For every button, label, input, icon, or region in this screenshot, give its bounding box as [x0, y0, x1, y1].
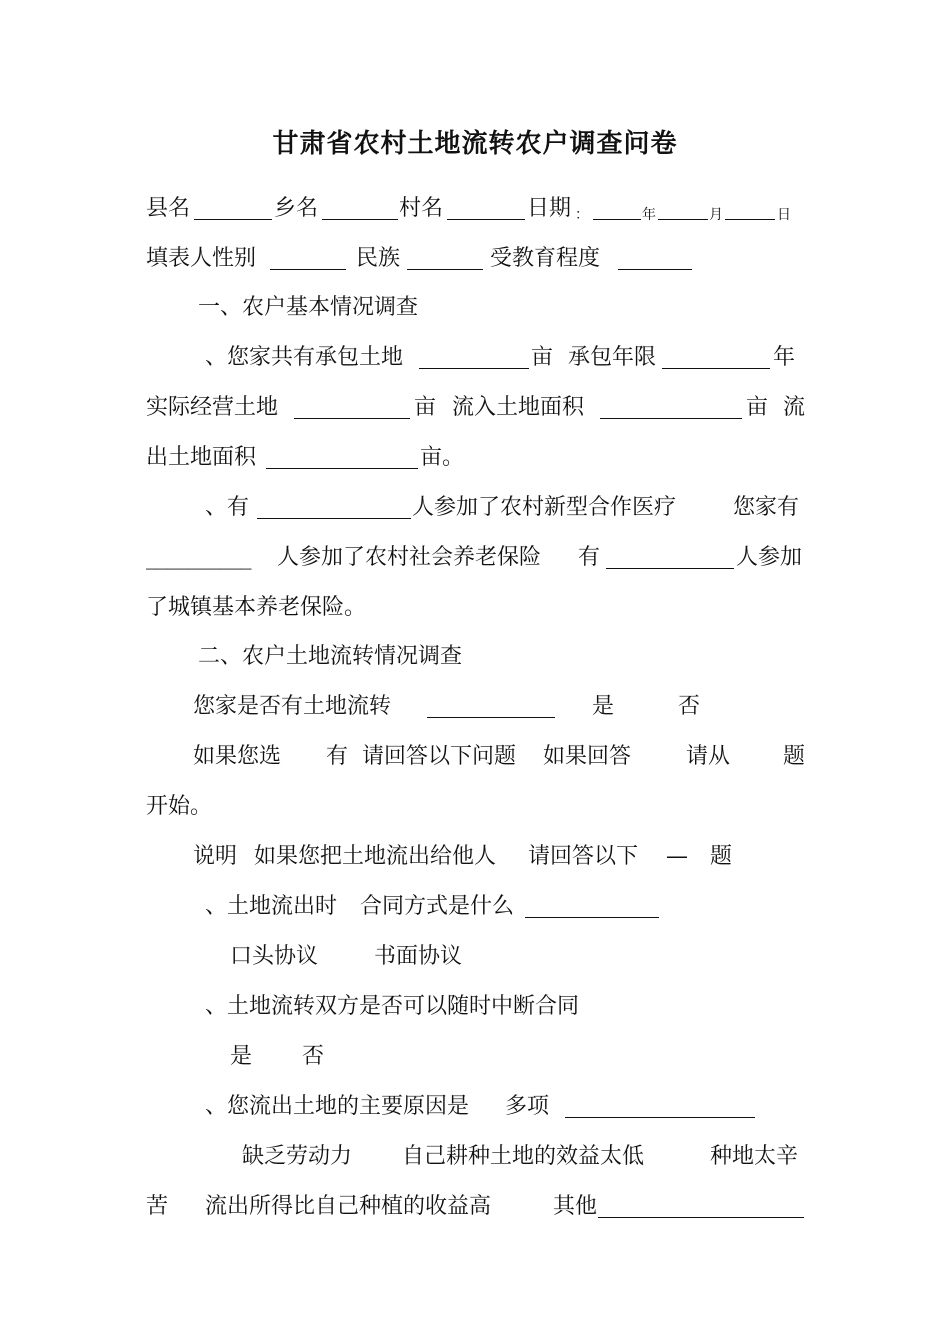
- day-label: 日: [777, 207, 791, 223]
- option-higher-transfer-income[interactable]: 流出所得比自己种植的收益高: [205, 1194, 492, 1219]
- q3-label: 、土地流出时: [205, 894, 338, 919]
- option-no[interactable]: 否: [678, 694, 701, 719]
- option-yes[interactable]: 是: [230, 1044, 253, 1069]
- q5-options-row-1: [0, 1140, 950, 1174]
- option-written-agreement[interactable]: 书面协议: [374, 944, 463, 969]
- q1-row-3: [0, 441, 950, 475]
- instruction-text: 开始。: [146, 794, 213, 819]
- operated-land-text: 实际经营土地: [146, 395, 279, 420]
- village-label: 村名: [399, 196, 444, 221]
- county-label: 县名: [146, 196, 191, 221]
- day-field[interactable]: [725, 219, 775, 220]
- inflow-land-text: 流入土地面积: [452, 395, 585, 420]
- multiple-choice-hint: 多项: [505, 1094, 550, 1119]
- have-text: 有: [578, 545, 601, 570]
- transfer-question-text: 您家是否有土地流转: [193, 694, 392, 719]
- rural-pension-text: 人参加了农村社会养老保险: [277, 545, 542, 570]
- location-date-row: [0, 192, 950, 226]
- note-text: 题: [710, 844, 733, 869]
- section2-heading: 二、农户土地流转情况调查: [198, 644, 463, 669]
- section1-heading: 一、农户基本情况调查: [198, 295, 419, 320]
- instruction-text: 如果您选: [193, 744, 282, 769]
- q2-text: 、有: [205, 495, 250, 520]
- note-row: [0, 840, 950, 874]
- note-text: 如果您把土地流出给他人: [254, 844, 497, 869]
- outflow-land-text: 出土地面积: [146, 445, 257, 470]
- q2-row-3: [0, 591, 950, 625]
- township-label: 乡名: [274, 196, 319, 221]
- option-no[interactable]: 否: [302, 1044, 325, 1069]
- your-family-text: 您家有: [733, 495, 800, 520]
- instruction-text: 请从: [686, 744, 731, 769]
- ethnicity-label: 民族: [356, 246, 401, 271]
- option-yes[interactable]: 是: [592, 694, 615, 719]
- other-reason-field[interactable]: [598, 1217, 804, 1218]
- pension-count-field[interactable]: __________: [146, 545, 251, 570]
- note-label: 说明: [193, 844, 238, 869]
- month-field[interactable]: [658, 219, 708, 220]
- q3-row: [0, 890, 950, 924]
- q2-row-2: [0, 541, 950, 575]
- education-field[interactable]: [618, 269, 692, 270]
- q2-row-1: [0, 491, 950, 525]
- q5-row: [0, 1090, 950, 1124]
- q3-text: 合同方式是什么: [360, 894, 515, 919]
- transfer-question-row: [0, 690, 950, 724]
- contract-term-text: 承包年限: [568, 345, 657, 370]
- option-farming-too-hard[interactable]: 种地太辛: [710, 1144, 799, 1169]
- gender-label: 填表人性别: [146, 246, 257, 271]
- urban-pension-text: 了城镇基本养老保险。: [146, 595, 367, 620]
- section1-row: [0, 291, 950, 325]
- respondent-info-row: [0, 242, 950, 276]
- instruction-row-2: [0, 790, 950, 824]
- q1-row-2: [0, 391, 950, 425]
- gender-field[interactable]: [270, 269, 346, 270]
- urban-pension-count-field[interactable]: [606, 568, 734, 569]
- outflow-land-field[interactable]: [266, 468, 418, 469]
- date-label: 日期: [527, 196, 572, 221]
- q4-row: [0, 990, 950, 1024]
- mu-unit: 亩。: [420, 445, 465, 470]
- contract-term-field[interactable]: [662, 368, 770, 369]
- instruction-text: 请回答以下问题: [362, 744, 517, 769]
- month-label: 月: [709, 207, 723, 223]
- medical-insurance-text: 人参加了农村新型合作医疗: [412, 495, 677, 520]
- page-title: 甘肃省农村土地流转农户调查问卷: [272, 129, 678, 159]
- medical-count-field[interactable]: [257, 518, 411, 519]
- inflow-land-field[interactable]: [600, 418, 742, 419]
- q4-options-row: [0, 1040, 950, 1074]
- q1-row-1: [0, 341, 950, 375]
- contract-land-field[interactable]: [419, 368, 529, 369]
- year-unit: 年: [773, 345, 796, 370]
- section2-row: [0, 640, 950, 674]
- instruction-text: 如果回答: [543, 744, 632, 769]
- option-other[interactable]: 其他: [553, 1194, 598, 1219]
- instruction-row-1: [0, 740, 950, 774]
- year-field[interactable]: [593, 219, 641, 220]
- participated-text: 人参加: [736, 545, 803, 570]
- option-lack-of-labor[interactable]: 缺乏劳动力: [242, 1144, 353, 1169]
- village-field[interactable]: [447, 219, 525, 220]
- reason-field[interactable]: [565, 1117, 755, 1118]
- ethnicity-field[interactable]: [407, 269, 483, 270]
- q5-label: 、您流出土地的主要原因是: [205, 1094, 470, 1119]
- mu-unit: 亩: [746, 395, 769, 420]
- operated-land-field[interactable]: [294, 418, 410, 419]
- option-farming-too-hard-cont[interactable]: 苦: [146, 1194, 169, 1219]
- q4-label: 、土地流转双方是否可以随时中断合同: [205, 994, 580, 1019]
- outflow-text-start: 流: [783, 395, 806, 420]
- q3-options-row: [0, 940, 950, 974]
- instruction-text: 有: [326, 744, 349, 769]
- mu-unit: 亩: [531, 345, 554, 370]
- year-label: 年: [642, 207, 656, 223]
- mu-unit: 亩: [414, 395, 437, 420]
- q1-contract-land-text: 、您家共有承包土地: [205, 345, 404, 370]
- transfer-answer-field[interactable]: [427, 717, 555, 718]
- date-colon: ：: [575, 207, 589, 223]
- county-field[interactable]: [194, 219, 272, 220]
- note-text: 请回答以下: [528, 844, 639, 869]
- option-low-farming-return[interactable]: 自己耕种土地的效益太低: [402, 1144, 645, 1169]
- note-dash: —: [666, 844, 688, 869]
- q5-options-row-2: [0, 1190, 950, 1224]
- township-field[interactable]: [322, 219, 398, 220]
- instruction-text: 题: [783, 744, 806, 769]
- contract-type-field[interactable]: [525, 917, 659, 918]
- option-verbal-agreement[interactable]: 口头协议: [230, 944, 319, 969]
- education-label: 受教育程度: [490, 246, 601, 271]
